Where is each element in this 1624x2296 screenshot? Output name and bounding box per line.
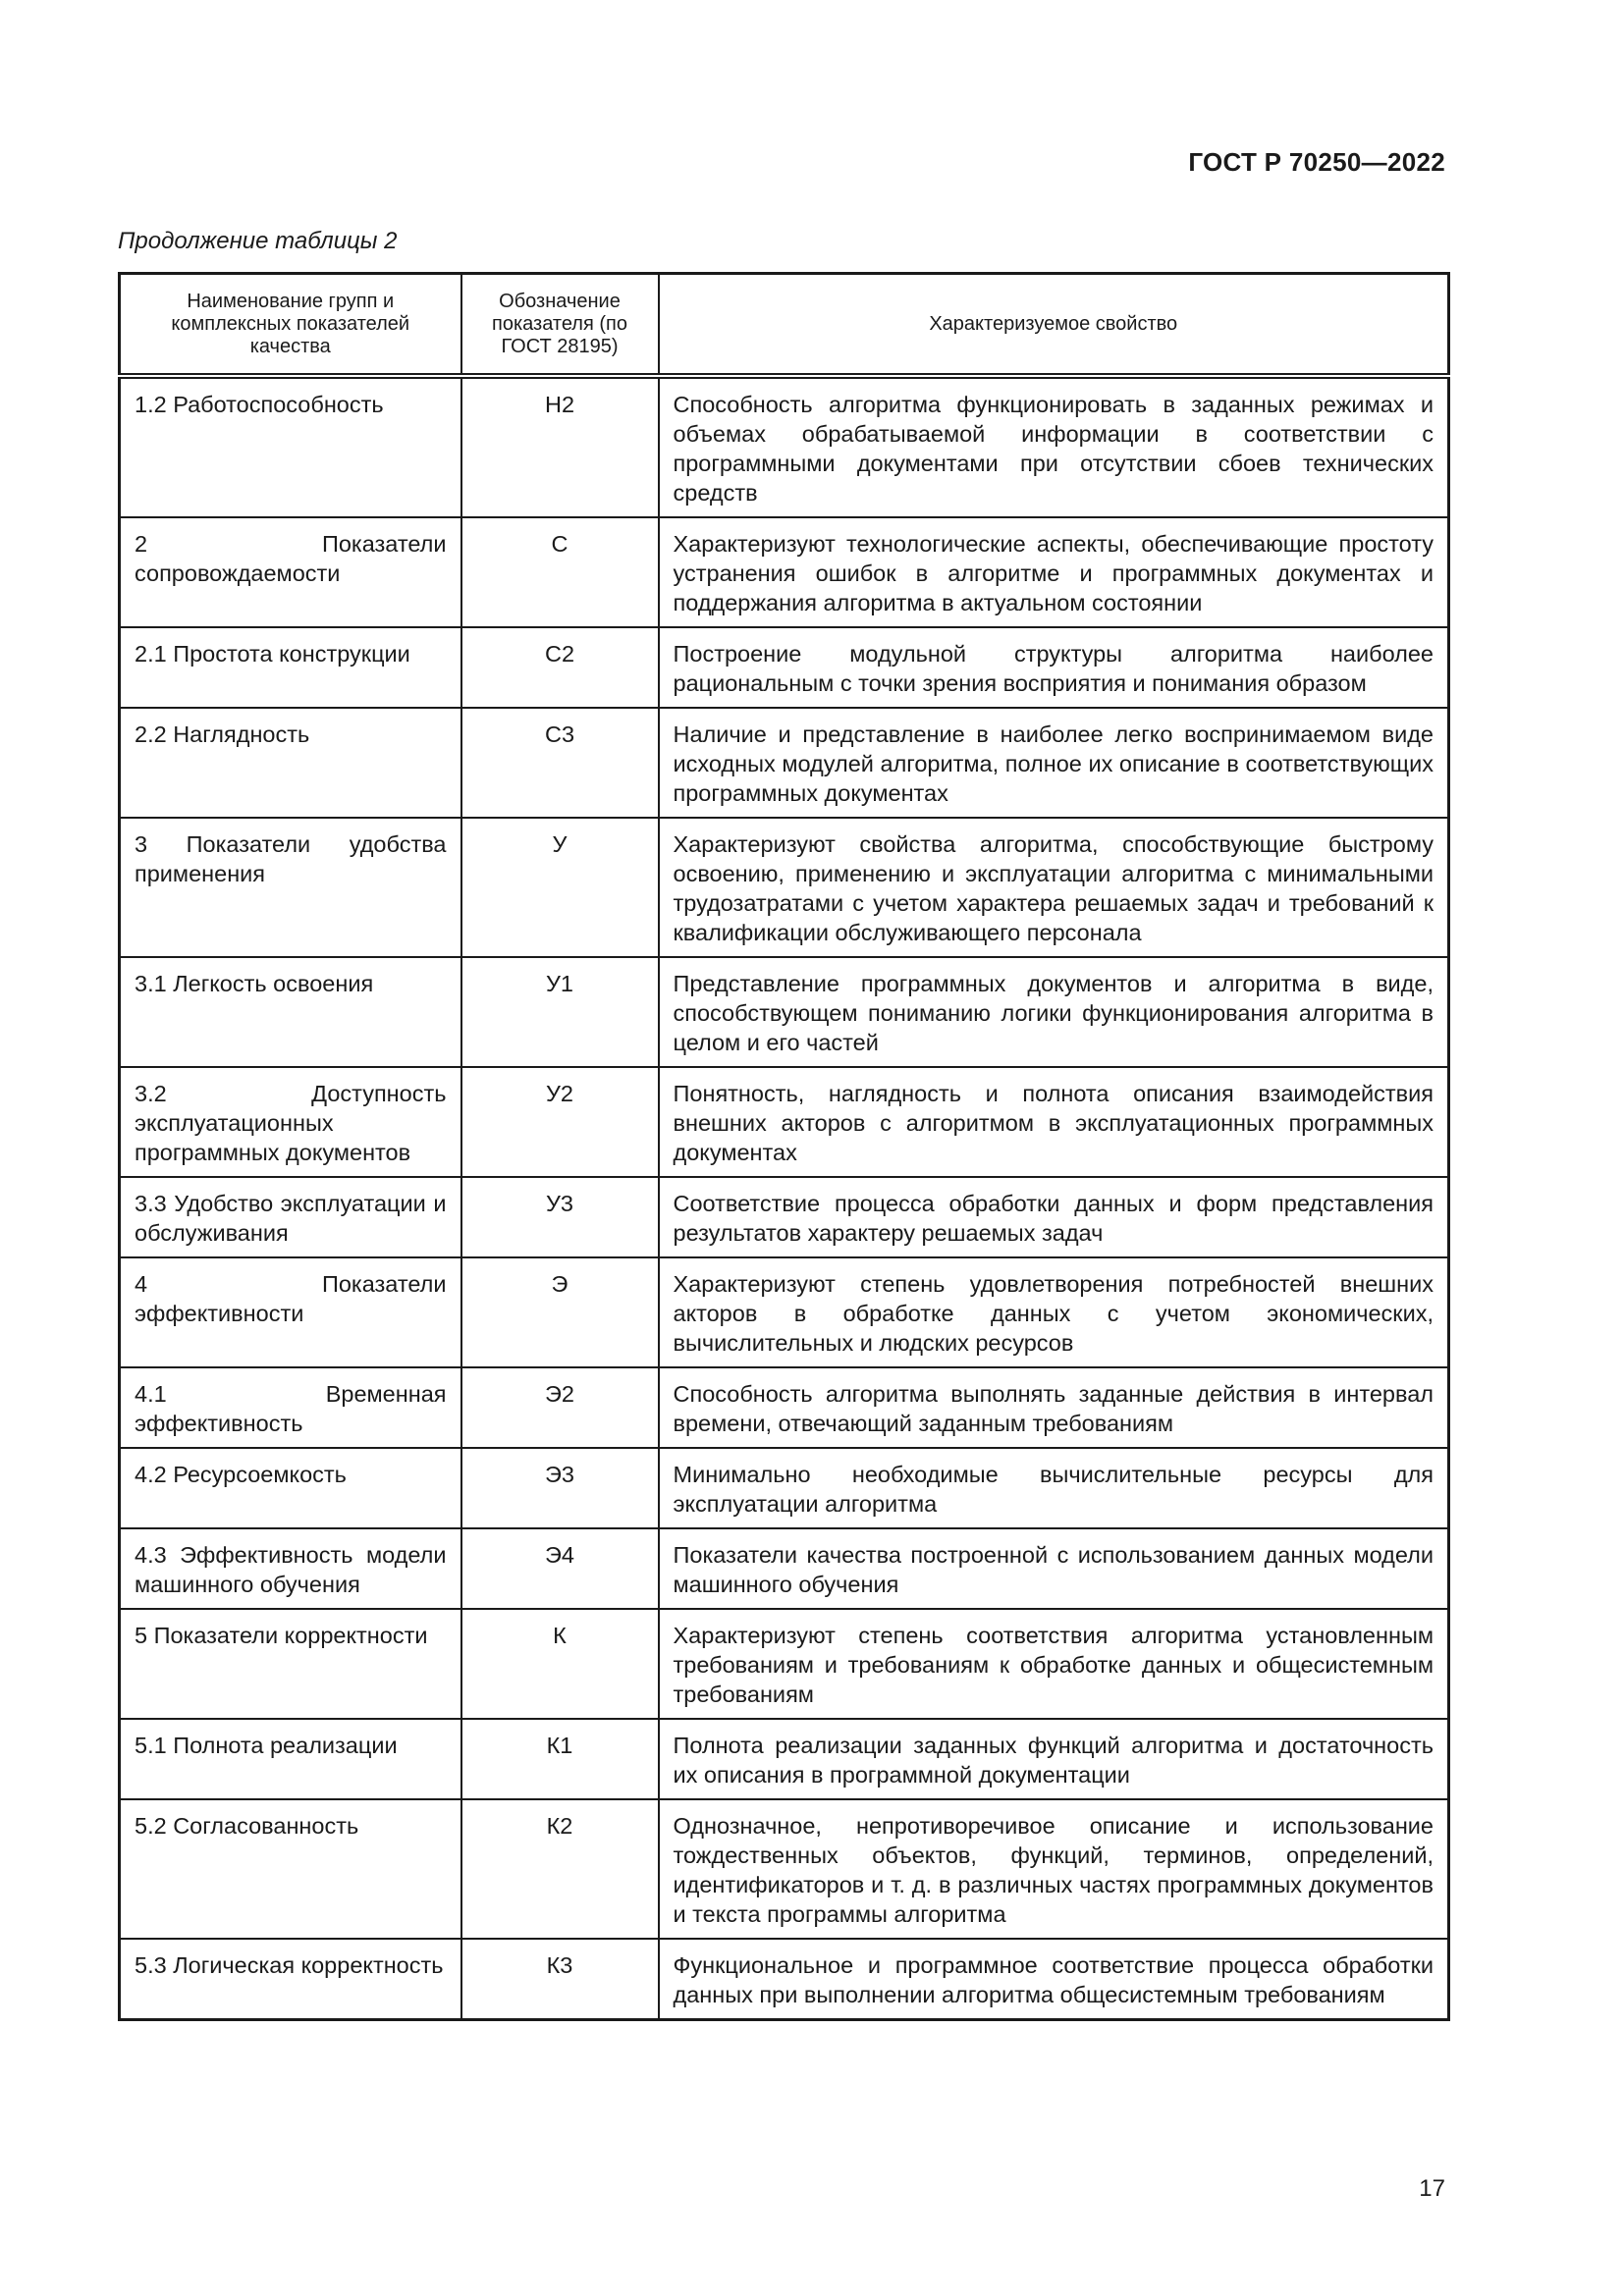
indicator-code-cell: Э4 bbox=[461, 1528, 659, 1609]
indicator-property-cell: Полнота реализации заданных функций алгоритма и достаточность их описания в программной документации bbox=[659, 1719, 1449, 1799]
table-row bbox=[120, 1067, 1449, 1177]
indicator-property-cell: Понятность, наглядность и полнота описания взаимодействия внешних акторов с алгоритмом в эксплуатационных программных документах bbox=[659, 1067, 1449, 1177]
column-header-code: Обозначение показателя (по ГОСТ 28195) bbox=[461, 274, 659, 377]
indicator-code-cell: Э2 bbox=[461, 1367, 659, 1448]
indicator-code-cell: К1 bbox=[461, 1719, 659, 1799]
table-row bbox=[120, 1367, 1449, 1448]
table-header bbox=[120, 274, 1449, 377]
indicator-property-cell: Наличие и представление в наиболее легко воспринимаемом виде исходных модулей алгоритма, полное их описание в соответствующих программных документах bbox=[659, 708, 1449, 818]
indicator-code-cell: У bbox=[461, 818, 659, 957]
table-row bbox=[120, 1939, 1449, 2020]
indicator-code-cell: Н2 bbox=[461, 376, 659, 517]
indicator-property-cell: Однозначное, непротиворечивое описание и использование тождественных объектов, функций, терминов, определений, идентификаторов и т. д. в различных частях программных документов и текста программы алгоритма bbox=[659, 1799, 1449, 1939]
indicator-code-cell: С bbox=[461, 517, 659, 627]
indicator-name-cell: 3.1 Легкость освоения bbox=[120, 957, 461, 1067]
indicator-code-cell: К2 bbox=[461, 1799, 659, 1939]
indicator-name-cell: 3 Показатели удобства применения bbox=[120, 818, 461, 957]
indicator-name-cell: 5.2 Согласованность bbox=[120, 1799, 461, 1939]
indicator-code-cell: У1 bbox=[461, 957, 659, 1067]
indicator-property-cell: Представление программных документов и алгоритма в виде, способствующем пониманию логики функционирования алгоритма в целом и его частей bbox=[659, 957, 1449, 1067]
indicator-name-cell: 2.1 Простота конструкции bbox=[120, 627, 461, 708]
indicator-name-cell: 2 Показатели сопровождаемости bbox=[120, 517, 461, 627]
table-row bbox=[120, 1528, 1449, 1609]
indicator-code-cell: У2 bbox=[461, 1067, 659, 1177]
indicator-property-cell: Соответствие процесса обработки данных и форм представления результатов характеру решаемых задач bbox=[659, 1177, 1449, 1257]
indicator-name-cell: 5.1 Полнота реализации bbox=[120, 1719, 461, 1799]
quality-indicators-table bbox=[118, 272, 1450, 2021]
indicator-name-cell: 3.3 Удобство эксплуатации и обслуживания bbox=[120, 1177, 461, 1257]
table-row bbox=[120, 1448, 1449, 1528]
indicator-property-cell: Способность алгоритма выполнять заданные действия в интервал времени, отвечающий заданным требованиям bbox=[659, 1367, 1449, 1448]
table-body bbox=[120, 376, 1449, 2020]
indicator-property-cell: Функциональное и программное соответствие процесса обработки данных при выполнении алгоритма общесистемным требованиям bbox=[659, 1939, 1449, 2020]
indicator-code-cell: У3 bbox=[461, 1177, 659, 1257]
table-row bbox=[120, 627, 1449, 708]
column-header-property: Характеризуемое свойство bbox=[659, 274, 1449, 377]
indicator-code-cell: Э3 bbox=[461, 1448, 659, 1528]
indicator-code-cell: С2 bbox=[461, 627, 659, 708]
quality-indicators-table-wrapper bbox=[118, 272, 1447, 2021]
indicator-property-cell: Показатели качества построенной с использованием данных модели машинного обучения bbox=[659, 1528, 1449, 1609]
indicator-name-cell: 5.3 Логическая корректность bbox=[120, 1939, 461, 2020]
indicator-name-cell: 5 Показатели корректности bbox=[120, 1609, 461, 1719]
table-header-row bbox=[120, 274, 1449, 377]
indicator-property-cell: Характеризуют свойства алгоритма, способствующие быстрому освоению, применению и эксплуатации алгоритма с минимальными трудозатратами с учетом характера решаемых задач и требований к квалификации обслуживающего персонала bbox=[659, 818, 1449, 957]
table-row bbox=[120, 1257, 1449, 1367]
table-row bbox=[120, 708, 1449, 818]
indicator-property-cell: Способность алгоритма функционировать в заданных режимах и объемах обрабатываемой информации в соответствии с программными документами при отсутствии сбоев технических средств bbox=[659, 376, 1449, 517]
indicator-name-cell: 1.2 Работоспособность bbox=[120, 376, 461, 517]
indicator-property-cell: Характеризуют степень соответствия алгоритма установленным требованиям и требованиям к обработке данных и общесистемным требованиям bbox=[659, 1609, 1449, 1719]
indicator-code-cell: С3 bbox=[461, 708, 659, 818]
indicator-name-cell: 4 Показатели эффективности bbox=[120, 1257, 461, 1367]
table-row bbox=[120, 1799, 1449, 1939]
table-row bbox=[120, 1719, 1449, 1799]
indicator-code-cell: К bbox=[461, 1609, 659, 1719]
table-caption: Продолжение таблицы 2 bbox=[118, 228, 398, 254]
table-row bbox=[120, 818, 1449, 957]
indicator-property-cell: Характеризуют степень удовлетворения потребностей внешних акторов в обработке данных с учетом экономических, вычислительных и людских ресурсов bbox=[659, 1257, 1449, 1367]
indicator-code-cell: К3 bbox=[461, 1939, 659, 2020]
indicator-name-cell: 2.2 Наглядность bbox=[120, 708, 461, 818]
table-row bbox=[120, 1177, 1449, 1257]
table-row bbox=[120, 376, 1449, 517]
table-row bbox=[120, 517, 1449, 627]
indicator-property-cell: Минимально необходимые вычислительные ресурсы для эксплуатации алгоритма bbox=[659, 1448, 1449, 1528]
indicator-name-cell: 4.3 Эффективность модели машинного обучения bbox=[120, 1528, 461, 1609]
page-number: 17 bbox=[1419, 2175, 1445, 2202]
indicator-code-cell: Э bbox=[461, 1257, 659, 1367]
table-row bbox=[120, 957, 1449, 1067]
indicator-property-cell: Построение модульной структуры алгоритма наиболее рациональным с точки зрения восприятия и понимания образом bbox=[659, 627, 1449, 708]
column-header-name: Наименование групп и комплексных показателей качества bbox=[120, 274, 461, 377]
table-row bbox=[120, 1609, 1449, 1719]
indicator-property-cell: Характеризуют технологические аспекты, обеспечивающие простоту устранения ошибок в алгоритме и программных документах и поддержания алгоритма в актуальном состоянии bbox=[659, 517, 1449, 627]
standard-designation: ГОСТ Р 70250—2022 bbox=[1188, 147, 1445, 177]
indicator-name-cell: 4.1 Временная эффективность bbox=[120, 1367, 461, 1448]
indicator-name-cell: 4.2 Ресурсоемкость bbox=[120, 1448, 461, 1528]
indicator-name-cell: 3.2 Доступность эксплуатационных программных документов bbox=[120, 1067, 461, 1177]
